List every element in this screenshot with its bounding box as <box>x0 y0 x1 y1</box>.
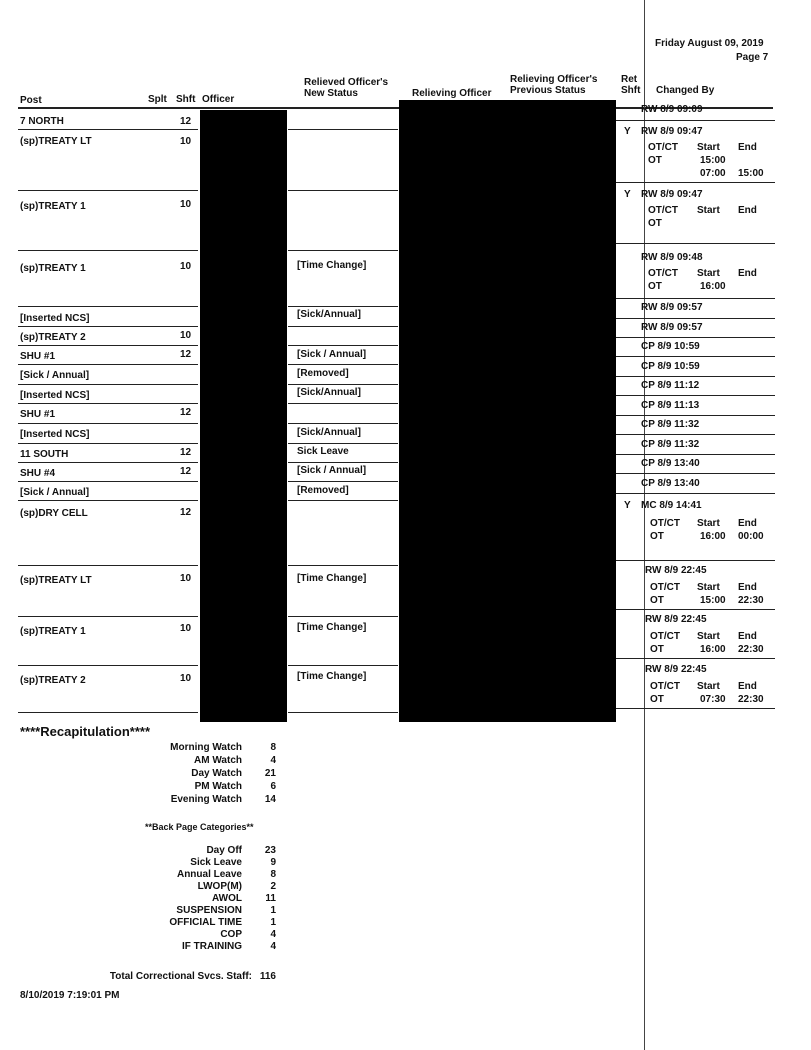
back-page-title: **Back Page Categories** <box>145 822 254 832</box>
recap-category-label: COP <box>220 929 242 940</box>
page-number: Page 7 <box>736 52 769 63</box>
row-1-line-0-start: Start <box>697 142 720 153</box>
row-1-ret: Y <box>624 126 631 137</box>
row-2-line-1-type: OT <box>648 218 662 229</box>
row-1-post: (sp)TREATY LT <box>20 136 92 147</box>
recap-watch-value: 14 <box>264 794 276 805</box>
row-15-shift: 10 <box>180 573 192 584</box>
row-17-line-0-type: OT/CT <box>650 681 680 692</box>
row-17-shift: 10 <box>180 673 192 684</box>
row-1-line-0-end: End <box>738 142 757 153</box>
row-5-post: (sp)TREATY 2 <box>20 332 86 343</box>
row-15-changed: RW 8/9 22:45 <box>645 565 707 576</box>
col-changed-by: Changed By <box>656 85 715 96</box>
recap-title: ****Recapitulation**** <box>20 724 151 739</box>
row-4-post: [Inserted NCS] <box>20 313 90 324</box>
row-6-post: SHU #1 <box>20 351 56 362</box>
row-14-line-1-type: OT <box>650 531 664 542</box>
row-14-line-1-end: 00:00 <box>738 531 764 542</box>
row-15-line-0-end: End <box>738 582 757 593</box>
recap-watch-label: Morning Watch <box>170 742 242 753</box>
row-17-line-1-start: 07:30 <box>700 694 726 705</box>
row-7-post: [Sick / Annual] <box>20 370 90 381</box>
col-relieving-prev-2: Previous Status <box>510 85 586 96</box>
recap-category-label: Day Off <box>206 845 242 856</box>
row-1-shift: 10 <box>180 136 192 147</box>
col-officer: Officer <box>202 94 235 105</box>
recap-category-label: LWOP(M) <box>197 881 242 892</box>
row-11-shift: 12 <box>180 447 192 458</box>
row-14-line-1-start: 16:00 <box>700 531 726 542</box>
row-4-changed: RW 8/9 09:57 <box>641 302 703 313</box>
row-6-shift: 12 <box>180 349 192 360</box>
row-16-status: [Time Change] <box>297 622 367 633</box>
row-17-line-0-start: Start <box>697 681 720 692</box>
col-ret-1: Ret <box>621 74 638 85</box>
row-15-line-0-type: OT/CT <box>650 582 680 593</box>
row-15-post: (sp)TREATY LT <box>20 575 92 586</box>
recap-category-value: 11 <box>265 893 276 904</box>
recap-watch-label: PM Watch <box>194 781 242 792</box>
row-16-shift: 10 <box>180 623 192 634</box>
row-3-line-1-type: OT <box>648 281 662 292</box>
row-17-changed: RW 8/9 22:45 <box>645 664 707 675</box>
row-16-changed: RW 8/9 22:45 <box>645 614 707 625</box>
recap-watch-label: Day Watch <box>191 768 242 779</box>
row-14-ret: Y <box>624 500 631 511</box>
row-0-shift: 12 <box>180 116 192 127</box>
recap-category-label: AWOL <box>212 893 242 904</box>
recap-category-label: SUSPENSION <box>176 905 242 916</box>
row-2-line-0-type: OT/CT <box>648 205 678 216</box>
row-13-changed: CP 8/9 13:40 <box>641 478 700 489</box>
col-split: Splt <box>148 94 167 105</box>
row-10-post: [Inserted NCS] <box>20 429 90 440</box>
row-1-line-2-start: 07:00 <box>700 168 726 179</box>
row-1-line-1-start: 15:00 <box>700 155 726 166</box>
col-ret-2: Shft <box>621 85 641 96</box>
row-15-line-1-end: 22:30 <box>738 595 764 606</box>
row-17-line-0-end: End <box>738 681 757 692</box>
redacted-relieving-columns <box>399 100 616 722</box>
row-3-line-0-end: End <box>738 268 757 279</box>
recap-category-label: IF TRAINING <box>182 941 242 952</box>
row-15-line-1-type: OT <box>650 595 664 606</box>
row-16-line-1-end: 22:30 <box>738 644 764 655</box>
recap-category-value: 4 <box>270 941 276 952</box>
recap-category-value: 1 <box>270 917 276 928</box>
row-17-line-1-end: 22:30 <box>738 694 764 705</box>
row-8-post: [Inserted NCS] <box>20 390 90 401</box>
row-3-post: (sp)TREATY 1 <box>20 263 86 274</box>
row-10-changed: CP 8/9 11:32 <box>641 419 700 430</box>
footer-timestamp: 8/10/2019 7:19:01 PM <box>20 990 120 1001</box>
recap-category-value: 1 <box>270 905 276 916</box>
recap-category-value: 2 <box>270 881 276 892</box>
row-14-line-0-start: Start <box>697 518 720 529</box>
recap-category-value: 8 <box>270 869 276 880</box>
redacted-officer-column <box>200 110 287 722</box>
row-15-line-0-start: Start <box>697 582 720 593</box>
col-shift: Shft <box>176 94 196 105</box>
row-3-status: [Time Change] <box>297 260 367 271</box>
recap-category-value: 4 <box>270 929 276 940</box>
row-5-shift: 10 <box>180 330 192 341</box>
recap-watch-value: 6 <box>270 781 276 792</box>
row-2-shift: 10 <box>180 199 192 210</box>
row-11-status: Sick Leave <box>297 446 349 457</box>
row-16-line-1-type: OT <box>650 644 664 655</box>
row-2-line-0-end: End <box>738 205 757 216</box>
row-1-line-0-type: OT/CT <box>648 142 678 153</box>
row-16-line-0-start: Start <box>697 631 720 642</box>
row-8-changed: CP 8/9 11:12 <box>641 380 700 391</box>
row-7-status: [Removed] <box>297 368 349 379</box>
row-2-line-0-start: Start <box>697 205 720 216</box>
row-2-changed: RW 8/9 09:47 <box>641 189 703 200</box>
col-post: Post <box>20 95 42 106</box>
row-16-post: (sp)TREATY 1 <box>20 626 86 637</box>
recap-category-value: 9 <box>270 857 276 868</box>
row-15-line-1-start: 15:00 <box>700 595 726 606</box>
row-6-status: [Sick / Annual] <box>297 349 367 360</box>
row-16-line-0-end: End <box>738 631 757 642</box>
row-14-line-0-end: End <box>738 518 757 529</box>
row-9-changed: CP 8/9 11:13 <box>641 400 700 411</box>
row-2-post: (sp)TREATY 1 <box>20 201 86 212</box>
row-6-changed: CP 8/9 10:59 <box>641 341 700 352</box>
row-14-shift: 12 <box>180 507 192 518</box>
row-3-line-0-type: OT/CT <box>648 268 678 279</box>
row-12-post: SHU #4 <box>20 468 56 479</box>
row-16-line-0-type: OT/CT <box>650 631 680 642</box>
row-16-line-1-start: 16:00 <box>700 644 726 655</box>
total-staff-label: Total Correctional Svcs. Staff: <box>109 971 252 982</box>
row-17-status: [Time Change] <box>297 671 367 682</box>
row-9-shift: 12 <box>180 407 192 418</box>
row-2-ret: Y <box>624 189 631 200</box>
row-14-line-0-type: OT/CT <box>650 518 680 529</box>
row-17-line-1-type: OT <box>650 694 664 705</box>
row-12-changed: CP 8/9 13:40 <box>641 458 700 469</box>
row-0-changed: RW 8/9 09:09 <box>641 104 703 115</box>
recap-category-label: OFFICIAL TIME <box>169 917 242 928</box>
row-15-status: [Time Change] <box>297 573 367 584</box>
recap-category-label: Annual Leave <box>176 869 242 880</box>
row-8-status: [Sick/Annual] <box>297 387 361 398</box>
row-5-changed: RW 8/9 09:57 <box>641 322 703 333</box>
row-10-status: [Sick/Annual] <box>297 427 361 438</box>
row-7-changed: CP 8/9 10:59 <box>641 361 700 372</box>
row-17-post: (sp)TREATY 2 <box>20 675 86 686</box>
row-4-status: [Sick/Annual] <box>297 309 361 320</box>
row-11-changed: CP 8/9 11:32 <box>641 439 700 450</box>
col-relieved-status-2: New Status <box>304 88 358 99</box>
col-relieving-prev-1: Relieving Officer's <box>510 74 598 85</box>
row-13-post: [Sick / Annual] <box>20 487 90 498</box>
row-11-post: 11 SOUTH <box>20 449 69 460</box>
col-relieving-officer: Relieving Officer <box>412 88 492 99</box>
row-3-shift: 10 <box>180 261 192 272</box>
recap-watch-label: AM Watch <box>194 755 242 766</box>
row-14-changed: MC 8/9 14:41 <box>641 500 702 511</box>
recap-category-value: 23 <box>264 845 276 856</box>
row-12-shift: 12 <box>180 466 192 477</box>
row-3-changed: RW 8/9 09:48 <box>641 252 703 263</box>
row-12-status: [Sick / Annual] <box>297 465 367 476</box>
row-9-post: SHU #1 <box>20 409 56 420</box>
row-3-line-0-start: Start <box>697 268 720 279</box>
report-date: Friday August 09, 2019 <box>655 38 764 49</box>
recap-watch-value: 4 <box>270 755 276 766</box>
recap-category-label: Sick Leave <box>190 857 242 868</box>
row-3-line-1-start: 16:00 <box>700 281 726 292</box>
row-1-line-2-end: 15:00 <box>738 168 764 179</box>
recap-watch-value: 8 <box>270 742 276 753</box>
row-14-post: (sp)DRY CELL <box>20 508 88 519</box>
row-13-status: [Removed] <box>297 485 349 496</box>
total-staff-value: 116 <box>259 971 276 982</box>
row-0-post: 7 NORTH <box>20 116 64 127</box>
col-relieved-status-1: Relieved Officer's <box>304 77 389 88</box>
row-1-changed: RW 8/9 09:47 <box>641 126 703 137</box>
recap-watch-label: Evening Watch <box>170 794 242 805</box>
recap-watch-value: 21 <box>264 768 276 779</box>
row-1-line-1-type: OT <box>648 155 662 166</box>
